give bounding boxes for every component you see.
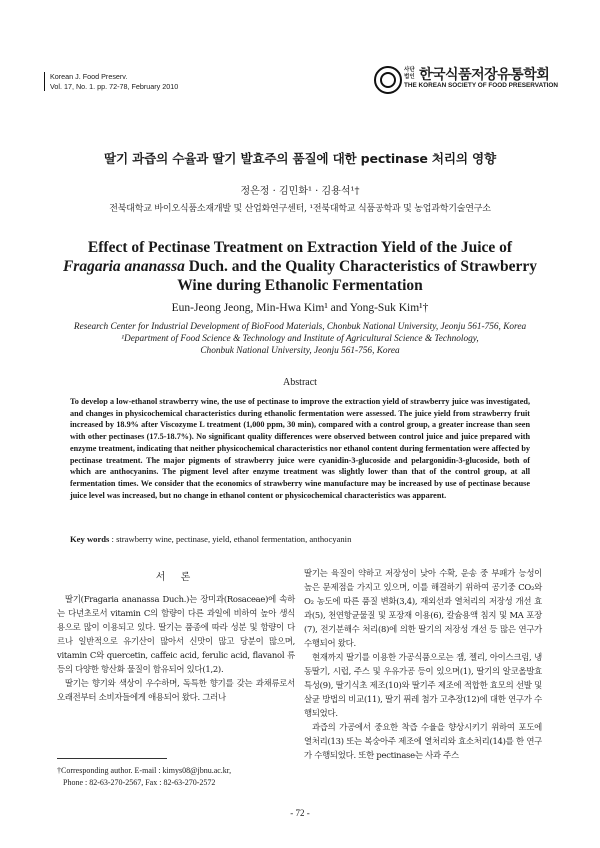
korean-authors: 정은정 · 김민화¹ · 김용석¹†: [240, 186, 360, 197]
journal-volume: Vol. 17, No. 1. pp. 72-78, February 2010: [50, 81, 179, 91]
journal-name: Korean J. Food Preserv.: [50, 72, 128, 81]
english-authors: Eun-Jeong Jeong, Min-Hwa Kim¹ and Yong-Suk Kim¹†: [171, 302, 429, 314]
english-affiliation: [40, 321, 560, 357]
society-small-label: 사단법인: [404, 67, 415, 80]
english-title-line1: Effect of Pectinase Treatment on Extraction Yield of the Juice of: [87, 239, 513, 256]
society-emblem-icon: [374, 66, 402, 94]
society-name: 한국식품저장유통학회: [419, 67, 550, 83]
footnote-rule: [57, 758, 167, 759]
footnote-phone: Phone : 82-63-270-2567, Fax : 82-63-270-2572: [63, 777, 216, 787]
keywords-list: : strawberry wine, pectinase, yield, ethanol fermentation, anthocyanin: [109, 534, 352, 544]
affiliation-line3: Chonbuk National University, Jeonju 561-756, Korea: [200, 346, 400, 356]
intro-paragraph: 딸기는 향기와 색상이 우수하며, 독특한 향기를 갖는 과채류로서 오래전부터 소비자들에게 애용되어 왔다. 그러나: [57, 678, 295, 702]
keywords: [70, 534, 530, 544]
english-title-line3: Wine during Ethanolic Fermentation: [177, 277, 423, 294]
korean-title: 딸기 과즙의 수율과 딸기 발효주의 품질에 대한 pectinase 처리의 영향: [104, 151, 496, 166]
english-title-line2: [40, 257, 560, 276]
affiliation-line2: ¹Department of Food Science & Technology and Institute of Agricultural Science & Technology,: [121, 334, 479, 344]
society-logo: [374, 64, 559, 92]
intro-heading: 서 론: [155, 572, 197, 583]
english-title: [40, 238, 560, 295]
intro-paragraph: 딸기(Fragaria ananassa Duch.)는 장미과(Rosaceae)에 속하는 다년초로서 vitamin C의 함량이 다른 과일에 비하여 높아 생식용으로 많이 이용되고 있다. 딸기는 품종에 따라 성분 및 함량이 다르나 일반적으로 유기산이 많아서 신맛이 많고 당분이 많으며, vitamin C와 quercetin, caffeic acid, ferulic acid, flavanol 류 등의 다양한 항산화 물질이 함유되어 있다(1,2).: [57, 594, 295, 674]
intro-paragraph: 딸기는 육질이 약하고 저장성이 낮아 수확, 운송 중 부패가 능성이 높은 문제점을 가지고 있으며, 이를 해결하기 위하여 공기중 CO₂와 O₂ 농도에 따른 품질 변화(3,4), 재외선과 열처리의 저장성 개선 효과(5), 천연항균물질 및 포장재 이용(6), 칼슘용액 침지 및 MA 포장(7), 전기분해수 처리(8)에 의한 딸기의 저장성 개선 등 많은 연구가 수행되어 왔다.: [304, 568, 542, 648]
english-title-line2-rest: Duch. and the Quality Characteristics of Strawberry: [184, 258, 538, 275]
society-english-name: THE KOREAN SOCIETY OF FOOD PRESERVATION: [404, 82, 558, 89]
korean-affiliation: 전북대학교 바이오식품소재개발 및 산업화연구센터, ¹전북대학교 식품공학과 및 농업과학기술연구소: [109, 204, 491, 214]
affiliation-line1: Research Center for Industrial Development of BioFood Materials, Chonbuk National University, Jeonju 561-756, Korea: [73, 322, 527, 332]
corresponding-author-footnote: [57, 765, 297, 788]
keywords-label: Key words: [70, 534, 110, 544]
intro-left-column: [57, 592, 295, 704]
page-number: - 72 -: [290, 808, 310, 818]
intro-paragraph: 과즙의 가공에서 중요한 착즙 수율을 향상시키기 위하여 포도에 열처리(13) 또는 복숭아주 제조에 열처리와 효소처리(14)를 한 연구가 수행되었다. 또한 pectinase는 사과 주스: [304, 722, 542, 760]
footnote-email: †Corresponding author. E-mail : kimys08@jbnu.ac.kr,: [57, 766, 232, 775]
abstract-text: To develop a low-ethanol strawberry wine, the use of pectinase to improve the extraction yield of strawberry juice was investigated, and changes in physicochemical characteristics during ethanolic fermentation were assessed. The juice yield from strawberry fruit increased by 18.9% after Viscozyme L treatment (1,000 ppm, 30 min), compared with a control group, a greater increase than seen with other pectinases (17.5-18.7%). No significant quality differences were observed between control juice and juice prepared with enzyme treatment, indicating that neither physicochemical characteristics nor ethanol content during fermentation were affected by pectinase treatment. The major pigments of strawberry juice were cyanidin-3-glucoside and pelargonidin-3-glucoside, both of which are anthocyanins. The pigment level after enzyme treatment was slightly lower than that of the control group, at all fermentation times. We consider that the economics of strawberry wine manufacture may be increased by use of pectinase because juice level was increased, but no change in ethanol content or physicochemical characteristics was apparent.: [70, 397, 530, 500]
intro-right-column: [304, 566, 542, 762]
journal-citation: [44, 72, 250, 91]
abstract-heading: Abstract: [283, 377, 317, 388]
intro-paragraph: 현재까지 딸기를 이용한 가공식품으로는 잼, 젤리, 아이스크림, 냉동딸기, 시럽, 주스 및 우유가공 등이 있으며(1), 딸기의 알코올발효 특성(9), 딸기식초 제조(10)와 딸기주 제조에 적합한 효모의 선발 및 살균 방법의 비교(11), 딸기 퓌레 첨가 고추장(12)에 대한 연구가 수행되었다.: [304, 652, 542, 718]
species-name: Fragaria ananassa: [62, 258, 185, 275]
